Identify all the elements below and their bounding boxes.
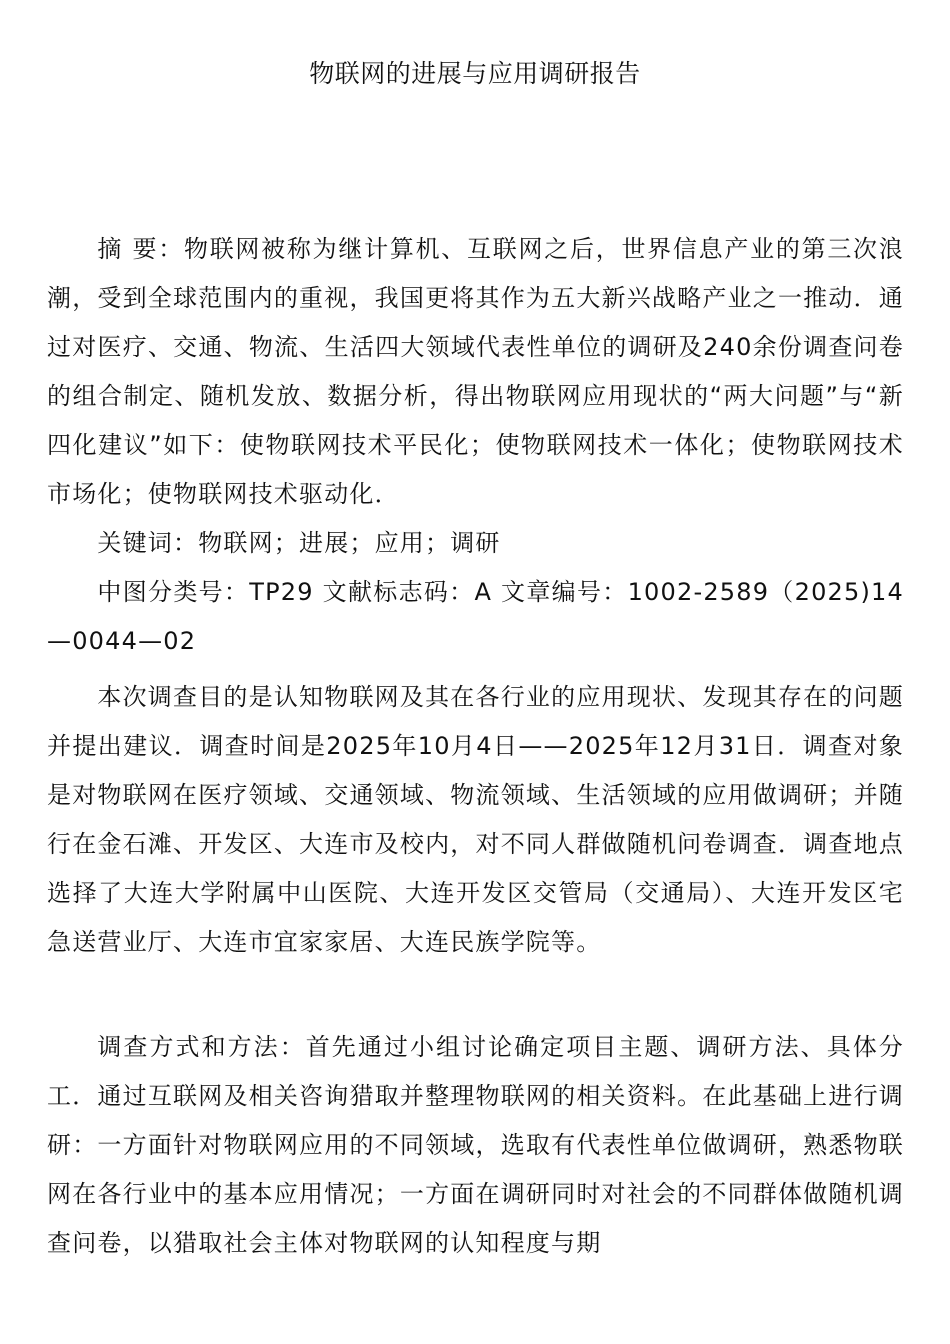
abstract-paragraph: 摘 要：物联网被称为继计算机、互联网之后，世界信息产业的第三次浪潮，受到全球范围内的重视，我国更将其作为五大新兴战略产业之一推动．通过对医疗、交通、物流、生活四大领域代表性单位的调研及240余份调查问卷的组合制定、随机发放、数据分析，得出物联网应用现状的“两大问题”与“新四化建议”如下：使物联网技术平民化；使物联网技术一体化；使物联网技术市场化；使物联网技术驱动化． xyxy=(47,235,904,508)
classification-line: 中图分类号：TP29 文献标志码：A 文章编号：1002-2589（2025)14—0044—02 xyxy=(47,578,904,655)
abstract-section xyxy=(47,225,904,666)
method-paragraph: 调查方式和方法：首先通过小组讨论确定项目主题、调研方法、具体分工．通过互联网及相关咨询猎取并整理物联网的相关资料。在此基础上进行调研：一方面针对物联网应用的不同领域，选取有代表性单位做调研，熟悉物联网在各行业中的基本应用情况；一方面在调研同时对社会的不同群体做随机调查问卷，以猎取社会主体对物联网的认知程度与期 xyxy=(47,1033,904,1257)
survey-section xyxy=(47,673,904,967)
survey-paragraph: 本次调查目的是认知物联网及其在各行业的应用现状、发现其存在的问题并提出建议．调查时间是2025年10月4日——2025年12月31日．调查对象是对物联网在医疗领域、交通领域、物流领域、生活领域的应用做调研；并随行在金石滩、开发区、大连市及校内，对不同人群做随机问卷调查．调查地点选择了大连大学附属中山医院、大连开发区交管局（交通局）、大连开发区宅急送营业厅、大连市宜家家居、大连民族学院等。 xyxy=(47,683,904,956)
document-title: 物联网的进展与应用调研报告 xyxy=(309,59,641,88)
keywords-line: 关键词：物联网；进展；应用；调研 xyxy=(97,529,501,557)
method-section xyxy=(47,1023,904,1268)
